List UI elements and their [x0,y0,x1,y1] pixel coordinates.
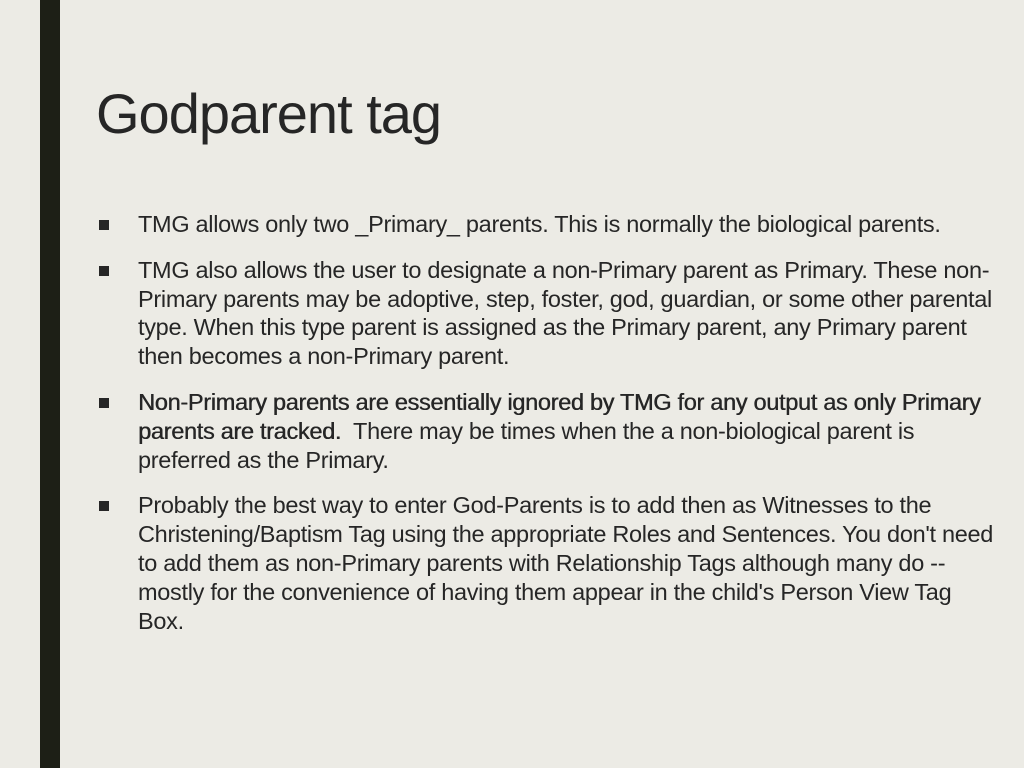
bullet-item [96,388,996,474]
bullet-item [96,256,996,371]
square-bullet-icon [99,220,109,230]
bullet-emphasis-text: Non-Primary parents are essentially ignored by TMG for any output as only Primary parents are tracked. [138,388,981,444]
bullet-item [96,491,996,635]
square-bullet-icon [99,266,109,276]
bullet-text: Probably the best way to enter God-Parents is to add then as Witnesses to the Christening/Baptism Tag using the appropriate Roles and Sentences. You don't need to add them as non-Primary parents with Relationship Tags although many do -- mostly for the convenience of having them appear in the child's Person View Tag Box. [138,492,994,634]
square-bullet-icon [99,398,109,408]
bullet-text: TMG also allows the user to designate a non-Primary parent as Primary. These non-Primary parents may be adoptive, step, foster, god, guardian, or some other parental type. When this type parent is assigned as the Primary parent, any Primary parent then becomes a non-Primary parent. [138,256,992,370]
slide-title: Godparent tag [96,82,442,145]
bullet-list [96,210,996,652]
square-bullet-icon [99,501,109,511]
accent-bar [40,0,60,768]
bullet-text: TMG allows only two _Primary_ parents. This is normally the biological parents. [138,211,941,237]
bullet-text: There may be times when the a non-biological parent is preferred as the Primary. [138,417,921,473]
bullet-item [96,210,996,239]
